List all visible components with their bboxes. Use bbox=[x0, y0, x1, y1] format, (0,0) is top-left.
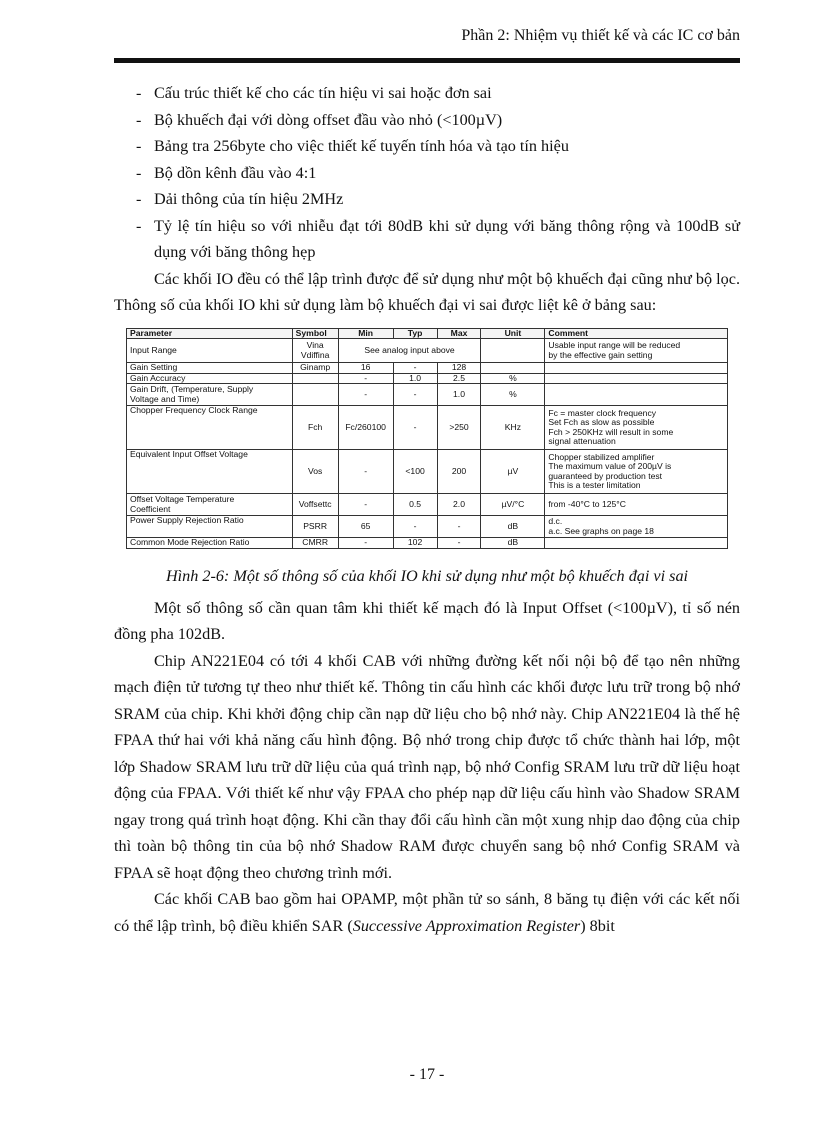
cell-comment bbox=[545, 384, 728, 406]
feature-list bbox=[114, 80, 740, 266]
cell-symbol: PSRR bbox=[292, 516, 338, 538]
list-item: - Dải thông của tín hiệu 2MHz bbox=[136, 190, 344, 208]
cell-typ: 1.0 bbox=[393, 373, 437, 384]
cell-typ: - bbox=[393, 516, 437, 538]
cell-symbol: Vos bbox=[292, 450, 338, 494]
column-header: Max bbox=[437, 328, 481, 339]
list-item-text: Tỷ lệ tín hiệu so với nhiễu đạt tới 80dB khi sử dụng với băng thông rộng và 100dB sử dụng với băng thông hẹp bbox=[154, 216, 740, 261]
paragraph-italic-term: Successive Approximation Register bbox=[352, 916, 581, 935]
intro-paragraph: Các khối IO đều có thể lập trình được để sử dụng như một bộ khuếch đại cũng như bộ lọc. Thông số của khối IO khi sử dụng làm bộ khuếch đại vi sai được liệt kê ở bảng sau: bbox=[114, 269, 740, 314]
cell-min: - bbox=[338, 538, 393, 549]
cell-parameter: Offset Voltage Temperature Coefficient bbox=[127, 494, 293, 516]
column-header: Typ bbox=[393, 328, 437, 339]
header-rule bbox=[114, 58, 740, 63]
cell-max: 1.0 bbox=[437, 384, 481, 406]
list-item-text: Bảng tra 256byte cho việc thiết kế tuyến tính hóa và tạo tín hiệu bbox=[154, 137, 569, 155]
column-header: Min bbox=[338, 328, 393, 339]
cell-typ: <100 bbox=[393, 450, 437, 494]
page-body bbox=[114, 80, 740, 939]
paragraph-text: ) 8bit bbox=[580, 916, 615, 935]
cell-unit: % bbox=[481, 384, 545, 406]
spec-table-figure bbox=[126, 328, 728, 549]
cell-min: - bbox=[338, 450, 393, 494]
cell-symbol bbox=[292, 373, 338, 384]
list-item-text: Bộ khuếch đại với dòng offset đầu vào nhỏ (<100µV) bbox=[154, 110, 503, 129]
cell-max: >250 bbox=[437, 406, 481, 450]
cell-unit: dB bbox=[481, 516, 545, 538]
cell-symbol: CMRR bbox=[292, 538, 338, 549]
cell-max: 2.0 bbox=[437, 494, 481, 516]
table-header-row bbox=[127, 328, 728, 339]
cell-parameter: Gain Setting bbox=[127, 363, 293, 374]
cell-unit: % bbox=[481, 373, 545, 384]
cell-symbol: Vina Vdiffina bbox=[292, 339, 338, 363]
column-header: Unit bbox=[481, 328, 545, 339]
cell-comment bbox=[545, 538, 728, 549]
cell-parameter: Common Mode Rejection Ratio bbox=[127, 538, 293, 549]
cell-parameter: Equivalent Input Offset Voltage bbox=[127, 450, 293, 494]
cell-parameter: Power Supply Rejection Ratio bbox=[127, 516, 293, 538]
cell-parameter: Chopper Frequency Clock Range bbox=[127, 406, 293, 450]
cell-comment: Fc = master clock frequency Set Fch as slow as possible Fch > 250KHz will result in some signal attenuation bbox=[545, 406, 728, 450]
cell-unit: µV bbox=[481, 450, 545, 494]
list-item: - Cấu trúc thiết kế cho các tín hiệu vi sai hoặc đơn sai bbox=[136, 84, 492, 102]
cell-symbol: Voffsettc bbox=[292, 494, 338, 516]
table-row bbox=[127, 384, 728, 406]
list-item-text: Dải thông của tín hiệu 2MHz bbox=[154, 190, 344, 208]
table-row bbox=[127, 363, 728, 374]
cell-max: - bbox=[437, 516, 481, 538]
column-header: Parameter bbox=[127, 328, 293, 339]
cell-unit bbox=[481, 363, 545, 374]
body-paragraph bbox=[114, 886, 740, 939]
cell-unit: KHz bbox=[481, 406, 545, 450]
list-item: - Bộ khuếch đại với dòng offset đầu vào nhỏ (<100µV) bbox=[136, 110, 503, 129]
table-row bbox=[127, 516, 728, 538]
body-paragraph: Một số thông số cần quan tâm khi thiết kế mạch đó là Input Offset (<100µV), tỉ số nén đồng pha 102dB. bbox=[114, 598, 740, 644]
cell-comment: Chopper stabilized amplifier The maximum value of 200µV is guaranteed by production test This is a tester limitation bbox=[545, 450, 728, 494]
page-header: Phần 2: Nhiệm vụ thiết kế và các IC cơ bản bbox=[461, 27, 740, 44]
figure-caption: Hình 2-6: Một số thông số của khối IO khi sử dụng như một bộ khuếch đại vi sai bbox=[165, 566, 689, 585]
table-row bbox=[127, 494, 728, 516]
cell-typ: - bbox=[393, 363, 437, 374]
table-row bbox=[127, 406, 728, 450]
cell-typ: 102 bbox=[393, 538, 437, 549]
cell-max: - bbox=[437, 538, 481, 549]
cell-unit: µV/°C bbox=[481, 494, 545, 516]
list-item-text: Cấu trúc thiết kế cho các tín hiệu vi sai hoặc đơn sai bbox=[154, 84, 492, 102]
cell-comment bbox=[545, 373, 728, 384]
body-paragraph: Chip AN221E04 có tới 4 khối CAB với những đường kết nối nội bộ để tạo nên những mạch điện tử tương tự theo như thiết kế. Thông tin cấu hình các khối được lưu trữ trong bộ nhớ SRAM của chip. Khi khởi động chip cần nạp dữ liệu cho bộ nhớ này. Chip AN221E04 là thế hệ FPAA thứ hai với khả năng cấu hình động. Bộ nhớ trong chip được tổ chức thành hai lớp, một lớp Shadow SRAM lưu trữ dữ liệu của quá trình nạp, bộ nhớ Config SRAM lưu trữ dữ liệu hoạt động của FPAA. Với thiết kế như vậy FPAA cho phép nạp dữ liệu cấu hình vào Shadow SRAM ngay trong quá trình hoạt động. Khi cần thay đổi cấu hình cần một xung nhịp dao động của chip thì toàn bộ thông tin của bộ nhớ Shadow RAM được chuyển sang bộ nhớ Config SRAM và FPAA sẽ hoạt động theo chương trình mới. bbox=[114, 651, 740, 882]
table-row bbox=[127, 339, 728, 363]
cell-comment: d.c. a.c. See graphs on page 18 bbox=[545, 516, 728, 538]
cell-typ: - bbox=[393, 406, 437, 450]
paragraph-text: Các khối CAB bao gồm hai OPAMP, một phần tử so sánh, 8 băng tụ điện với các kết nối có thể lập trình, bộ điều khiển SAR ( bbox=[114, 890, 740, 935]
table-row bbox=[127, 373, 728, 384]
cell-comment: Usable input range will be reduced by the effective gain setting bbox=[545, 339, 728, 363]
table-row bbox=[127, 538, 728, 549]
cell-max: 128 bbox=[437, 363, 481, 374]
cell-min: 16 bbox=[338, 363, 393, 374]
list-item: - Bộ dồn kênh đầu vào 4:1 bbox=[136, 163, 317, 182]
cell-typ: 0.5 bbox=[393, 494, 437, 516]
cell-max: 2.5 bbox=[437, 373, 481, 384]
cell-range-note: See analog input above bbox=[338, 339, 481, 363]
cell-parameter: Gain Drift, (Temperature, Supply Voltage and Time) bbox=[127, 384, 293, 406]
cell-symbol bbox=[292, 384, 338, 406]
cell-min: Fc/260100 bbox=[338, 406, 393, 450]
cell-unit: dB bbox=[481, 538, 545, 549]
cell-min: - bbox=[338, 373, 393, 384]
cell-typ: - bbox=[393, 384, 437, 406]
column-header: Comment bbox=[545, 328, 728, 339]
column-header: Symbol bbox=[292, 328, 338, 339]
table-row bbox=[127, 450, 728, 494]
cell-unit bbox=[481, 339, 545, 363]
cell-max: 200 bbox=[437, 450, 481, 494]
cell-comment bbox=[545, 363, 728, 374]
cell-symbol: Ginamp bbox=[292, 363, 338, 374]
cell-comment: from -40°C to 125°C bbox=[545, 494, 728, 516]
page-number: - 17 - bbox=[409, 1066, 445, 1083]
cell-min: 65 bbox=[338, 516, 393, 538]
cell-min: - bbox=[338, 384, 393, 406]
list-item: - Tỷ lệ tín hiệu so với nhiễu đạt tới 80dB khi sử dụng với băng thông rộng và 100dB sử dụng với băng thông hẹp bbox=[136, 216, 740, 261]
list-item-text: Bộ dồn kênh đầu vào 4:1 bbox=[154, 163, 317, 182]
list-item: - Bảng tra 256byte cho việc thiết kế tuyến tính hóa và tạo tín hiệu bbox=[136, 137, 569, 155]
cell-min: - bbox=[338, 494, 393, 516]
spec-table bbox=[126, 328, 728, 549]
cell-parameter: Input Range bbox=[127, 339, 293, 363]
cell-symbol: Fch bbox=[292, 406, 338, 450]
cell-parameter: Gain Accuracy bbox=[127, 373, 293, 384]
